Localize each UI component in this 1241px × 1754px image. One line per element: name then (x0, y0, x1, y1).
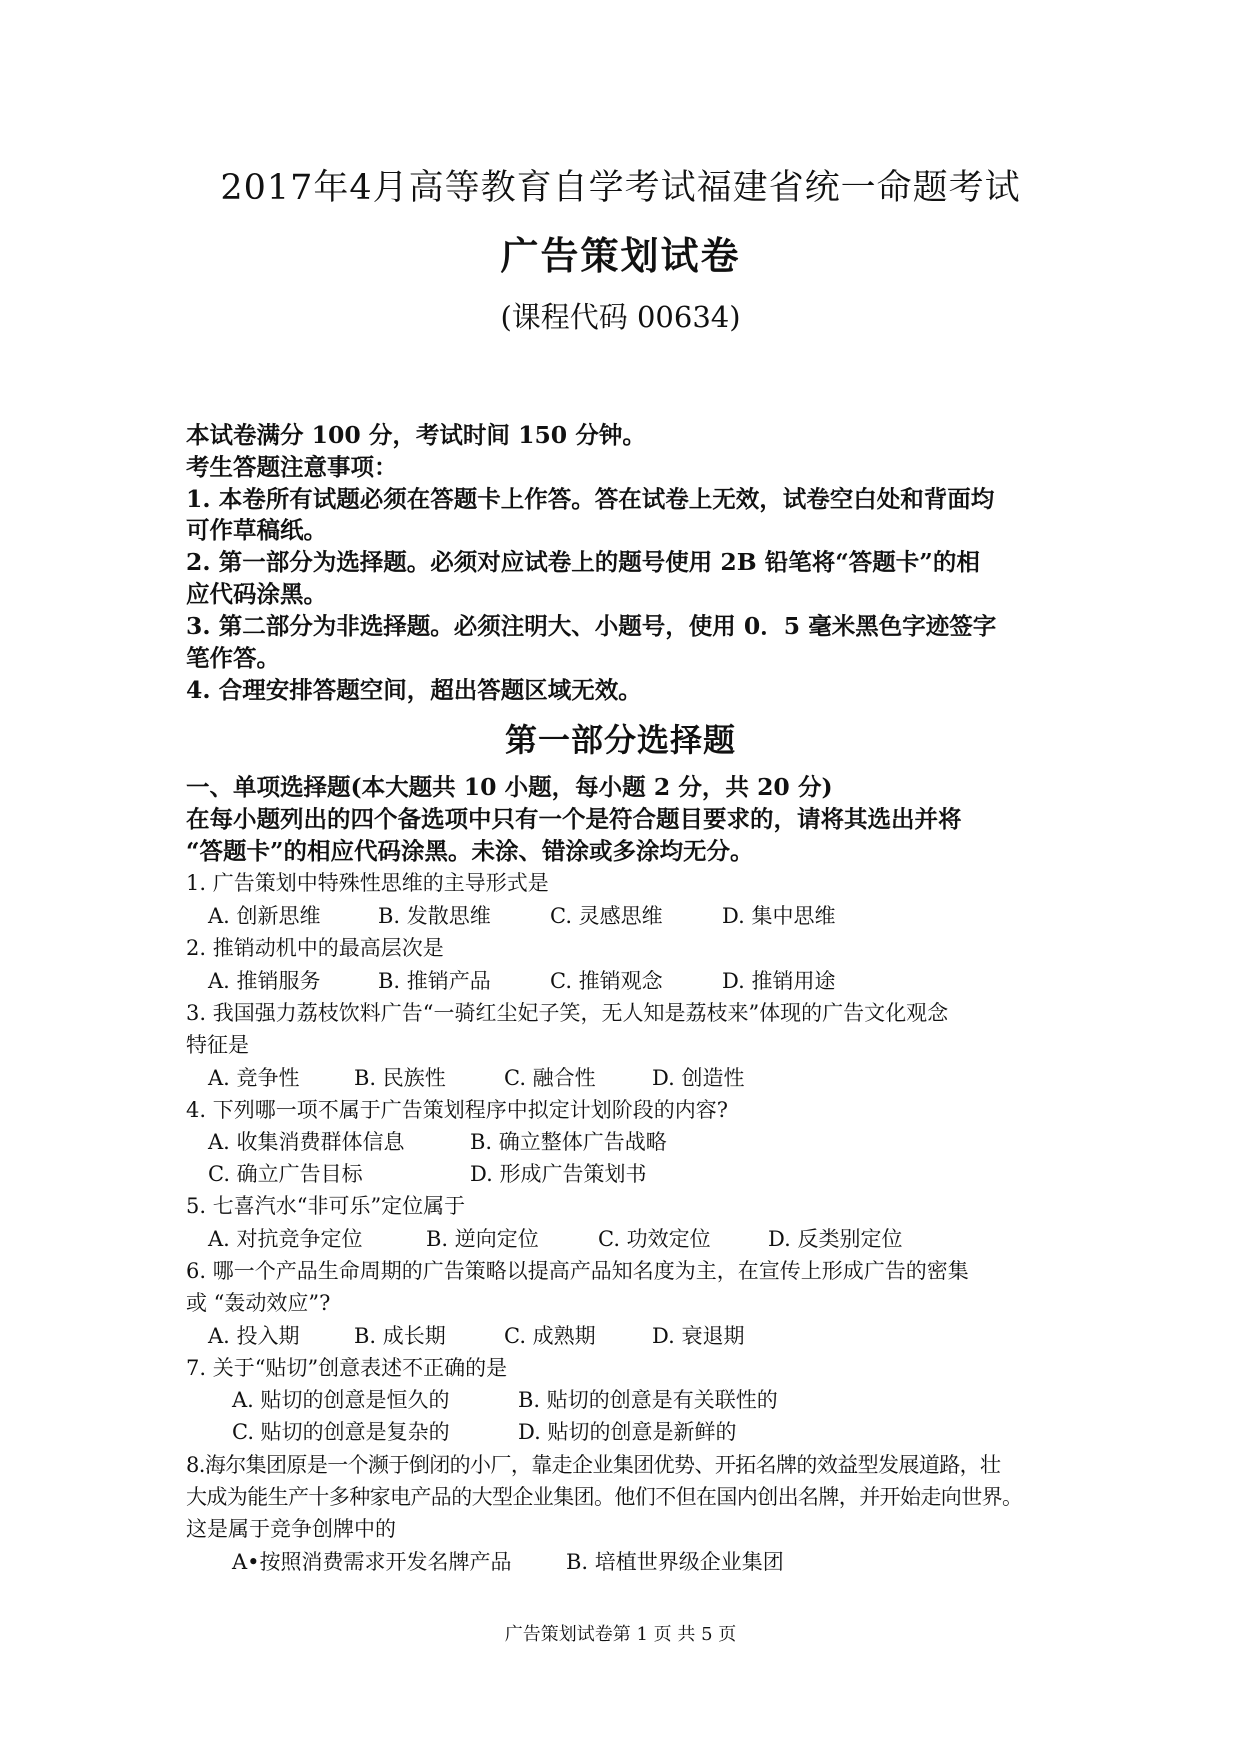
question-7-option-d: D. 贴切的创意是新鲜的 (518, 1420, 737, 1444)
notice-item-2b: 应代码涂黑。 (186, 580, 327, 608)
question-1-option-b: B. 发散思维 (378, 904, 491, 928)
question-1-option-a: A. 创新思维 (208, 904, 321, 928)
question-7-stem: 7. 关于“贴切”创意表述不正确的是 (186, 1356, 508, 1380)
question-4-option-a: A. 收集消费群体信息 (208, 1130, 405, 1154)
page-footer: 广告策划试卷第 1 页 共 5 页 (504, 1624, 737, 1645)
question-3-stem-1: 3. 我国强力荔枝饮料广告“一骑红尘妃子笑，无人知是荔枝来”体现的广告文化观念 (186, 1001, 949, 1025)
question-3-option-b: B. 民族性 (354, 1066, 446, 1090)
question-6-option-b: B. 成长期 (354, 1324, 446, 1348)
question-8-stem-1: 8.海尔集团原是一个濒于倒闭的小厂，靠走企业集团优势、开拓名牌的效益型发展道路，壮 (186, 1453, 1001, 1477)
question-3-option-a: A. 竞争性 (208, 1066, 300, 1090)
question-8-stem-2: 大成为能生产十多种家电产品的大型企业集团。他们不但在国内创出名牌，并开始走向世界。 (186, 1485, 1023, 1509)
notice-item-3a: 3. 第二部分为非选择题。必须注明大、小题号，使用 0．5 毫米黑色字迹签字 (186, 612, 997, 640)
section-title: 第一部分选择题 (504, 721, 736, 759)
question-1-option-c: C. 灵感思维 (550, 904, 663, 928)
notice-item-2a: 2. 第一部分为选择题。必须对应试卷上的题号使用 2B 铅笔将“答题卡”的相 (186, 548, 980, 576)
question-3-stem-2: 特征是 (186, 1033, 249, 1057)
question-6-option-c: C. 成熟期 (504, 1324, 596, 1348)
question-5-option-a: A. 对抗竞争定位 (208, 1227, 363, 1251)
question-3-option-d: D. 创造性 (652, 1066, 745, 1090)
notice-item-1b: 可作草稿纸。 (186, 516, 327, 544)
question-5-option-c: C. 功效定位 (598, 1227, 711, 1251)
question-5-stem: 5. 七喜汽水“非可乐”定位属于 (186, 1194, 466, 1218)
question-5-option-d: D. 反类别定位 (768, 1227, 903, 1251)
question-2-stem: 2. 推销动机中的最高层次是 (186, 936, 444, 960)
section-instruction-2: “答题卡”的相应代码涂黑。未涂、错涂或多涂均无分。 (186, 837, 754, 865)
question-2-option-d: D. 推销用途 (722, 969, 836, 993)
question-4-stem: 4. 下列哪一项不属于广告策划程序中拟定计划阶段的内容? (186, 1098, 728, 1122)
question-4-option-d: D. 形成广告策划书 (470, 1162, 647, 1186)
question-3-option-c: C. 融合性 (504, 1066, 596, 1090)
notice-item-4: 4. 合理安排答题空间，超出答题区域无效。 (186, 676, 642, 704)
question-1-option-d: D. 集中思维 (722, 904, 836, 928)
question-2-option-c: C. 推销观念 (550, 969, 663, 993)
course-code: (课程代码 00634) (500, 300, 741, 334)
question-1-stem: 1. 广告策划中特殊性思维的主导形式是 (186, 871, 549, 895)
section-instruction-1: 在每小题列出的四个备选项中只有一个是符合题目要求的，请将其选出并将 (186, 805, 962, 833)
question-5-option-b: B. 逆向定位 (426, 1227, 539, 1251)
exam-title: 2017年4月高等教育自学考试福建省统一命题考试 (220, 168, 1021, 208)
question-8-option-b: B. 培植世界级企业集团 (566, 1550, 784, 1574)
question-8-stem-3: 这是属于竞争创牌中的 (186, 1517, 396, 1541)
notice-item-1a: 1. 本卷所有试题必须在答题卡上作答。答在试卷上无效，试卷空白处和背面均 (186, 485, 995, 513)
notice-line-1: 本试卷满分 100 分，考试时间 150 分钟。 (186, 421, 646, 449)
question-6-stem-2: 或 “轰动效应”? (186, 1291, 331, 1315)
question-7-option-c: C. 贴切的创意是复杂的 (232, 1420, 450, 1444)
question-6-option-d: D. 衰退期 (652, 1324, 745, 1348)
question-6-stem-1: 6. 哪一个产品生命周期的广告策略以提高产品知名度为主，在宣传上形成广告的密集 (186, 1259, 969, 1283)
question-8-option-a: A•按照消费需求开发名牌产品 (232, 1550, 512, 1574)
question-7-option-a: A. 贴切的创意是恒久的 (232, 1388, 450, 1412)
question-2-option-a: A. 推销服务 (208, 969, 321, 993)
section-heading: 一、单项选择题(本大题共 10 小题，每小题 2 分，共 20 分) (186, 773, 833, 801)
question-7-option-b: B. 贴切的创意是有关联性的 (518, 1388, 778, 1412)
notice-line-2: 考生答题注意事项： (186, 453, 398, 481)
question-4-option-c: C. 确立广告目标 (208, 1162, 363, 1186)
question-6-option-a: A. 投入期 (208, 1324, 300, 1348)
notice-item-3b: 笔作答。 (186, 644, 280, 672)
paper-title: 广告策划试卷 (500, 233, 741, 278)
question-4-option-b: B. 确立整体广告战略 (470, 1130, 667, 1154)
question-2-option-b: B. 推销产品 (378, 969, 491, 993)
